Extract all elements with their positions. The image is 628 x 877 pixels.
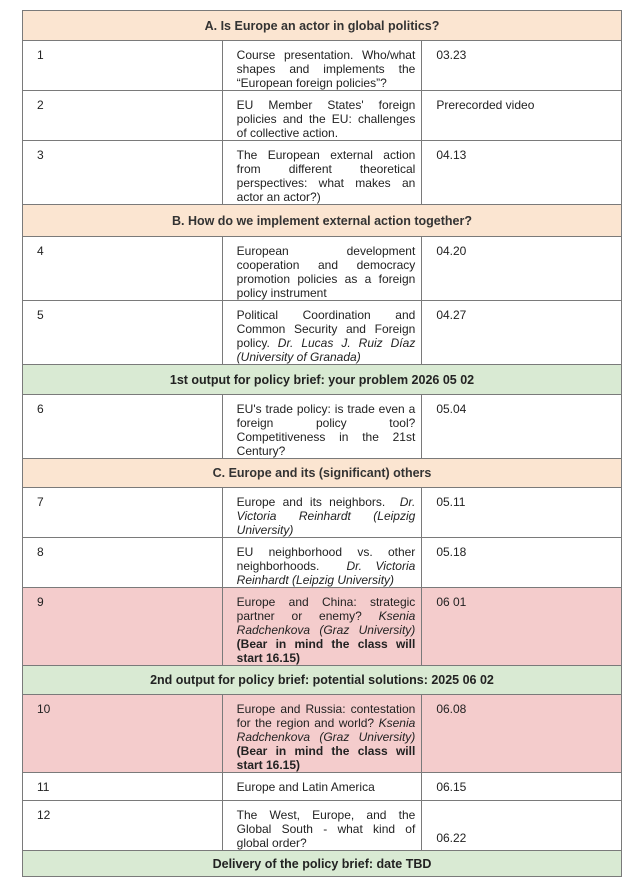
section-c-title: C. Europe and its (significant) others (23, 459, 622, 488)
table-row (23, 91, 622, 141)
table-row-highlighted (23, 695, 622, 773)
session-topic-text: Europe and China: strategic partner or enemy? (236, 595, 416, 623)
session-topic: The West, Europe, and the Global South - what kind of global order? (222, 801, 422, 851)
section-a-title: A. Is Europe an actor in global politics? (23, 11, 622, 41)
session-date: 04.27 (422, 301, 622, 365)
session-date-cell (422, 801, 622, 851)
session-number: 4 (23, 237, 223, 301)
session-topic: The European external action from different theoretical perspectives: what makes an actor an actor?) (222, 141, 422, 205)
session-topic-text: EU neighborhood vs. other neighborhoods. (236, 545, 416, 573)
session-speaker: Dr. Victoria Reinhardt (Leipzig University) (236, 559, 416, 587)
table-row (23, 395, 622, 459)
session-number: 2 (23, 91, 223, 141)
session-number: 7 (23, 488, 223, 538)
delivery-title: Delivery of the policy brief: date TBD (23, 851, 622, 877)
session-number: 6 (23, 395, 223, 459)
output-1-title: 1st output for policy brief: your problem 2026 05 02 (23, 365, 622, 395)
session-number: 5 (23, 301, 223, 365)
session-date: 06.15 (422, 773, 622, 801)
session-topic: EU Member States' foreign policies and the EU: challenges of collective action. (222, 91, 422, 141)
section-header-a (23, 11, 622, 41)
session-speaker: Dr. Victoria Reinhardt (Leipzig University) (236, 495, 416, 537)
session-speaker: Ksenia Radchenkova (Graz University) (236, 716, 416, 744)
session-speaker: Dr. Lucas J. Ruiz Díaz (University of Granada) (236, 336, 416, 364)
session-topic (222, 301, 422, 365)
section-header-b (23, 205, 622, 237)
session-number: 11 (23, 773, 223, 801)
session-number: 1 (23, 41, 223, 91)
session-note: (Bear in mind the class will start 16.15) (236, 744, 416, 772)
session-date: Prerecorded video (422, 91, 622, 141)
course-schedule-table (22, 10, 622, 877)
table-row (23, 301, 622, 365)
session-note: (Bear in mind the class will start 16.15) (236, 637, 416, 665)
session-date: 06.08 (422, 695, 622, 773)
table-row (23, 773, 622, 801)
session-date: 06 01 (422, 588, 622, 666)
session-number: 12 (23, 801, 223, 851)
session-date: 03.23 (422, 41, 622, 91)
session-topic (222, 695, 422, 773)
session-topic-text: Political Coordination and Common Security and Foreign policy. (236, 308, 416, 350)
table-row (23, 488, 622, 538)
session-date: 05.04 (422, 395, 622, 459)
session-topic: EU's trade policy: is trade even a foreign policy tool? Competitiveness in the 21st Century? (222, 395, 422, 459)
session-topic (222, 488, 422, 538)
session-date: 05.18 (422, 538, 622, 588)
output-milestone-2 (23, 666, 622, 695)
session-number: 3 (23, 141, 223, 205)
section-header-c (23, 459, 622, 488)
session-topic (222, 588, 422, 666)
table-row (23, 141, 622, 205)
session-number: 10 (23, 695, 223, 773)
output-milestone-1 (23, 365, 622, 395)
table-row (23, 538, 622, 588)
session-topic: European development cooperation and democracy promotion policies as a foreign policy instrument (222, 237, 422, 301)
table-row-highlighted (23, 588, 622, 666)
session-date: 04.20 (422, 237, 622, 301)
session-date: 06.22 (436, 831, 467, 845)
session-topic-text: Europe and Russia: contestation for the region and world? (236, 702, 416, 730)
session-number: 8 (23, 538, 223, 588)
session-speaker: Ksenia Radchenkova (Graz University) (236, 609, 416, 637)
session-date: 05.11 (422, 488, 622, 538)
output-2-title: 2nd output for policy brief: potential solutions: 2025 06 02 (23, 666, 622, 695)
session-topic-text: Europe and its neighbors. (236, 495, 386, 509)
session-topic: Course presentation. Who/what shapes and implements the “European foreign policies”? (222, 41, 422, 91)
output-delivery (23, 851, 622, 877)
table-row (23, 41, 622, 91)
table-row (23, 801, 622, 851)
table-row (23, 237, 622, 301)
session-topic: Europe and Latin America (222, 773, 422, 801)
session-number: 9 (23, 588, 223, 666)
session-topic (222, 538, 422, 588)
section-b-title: B. How do we implement external action together? (23, 205, 622, 237)
session-date: 04.13 (422, 141, 622, 205)
